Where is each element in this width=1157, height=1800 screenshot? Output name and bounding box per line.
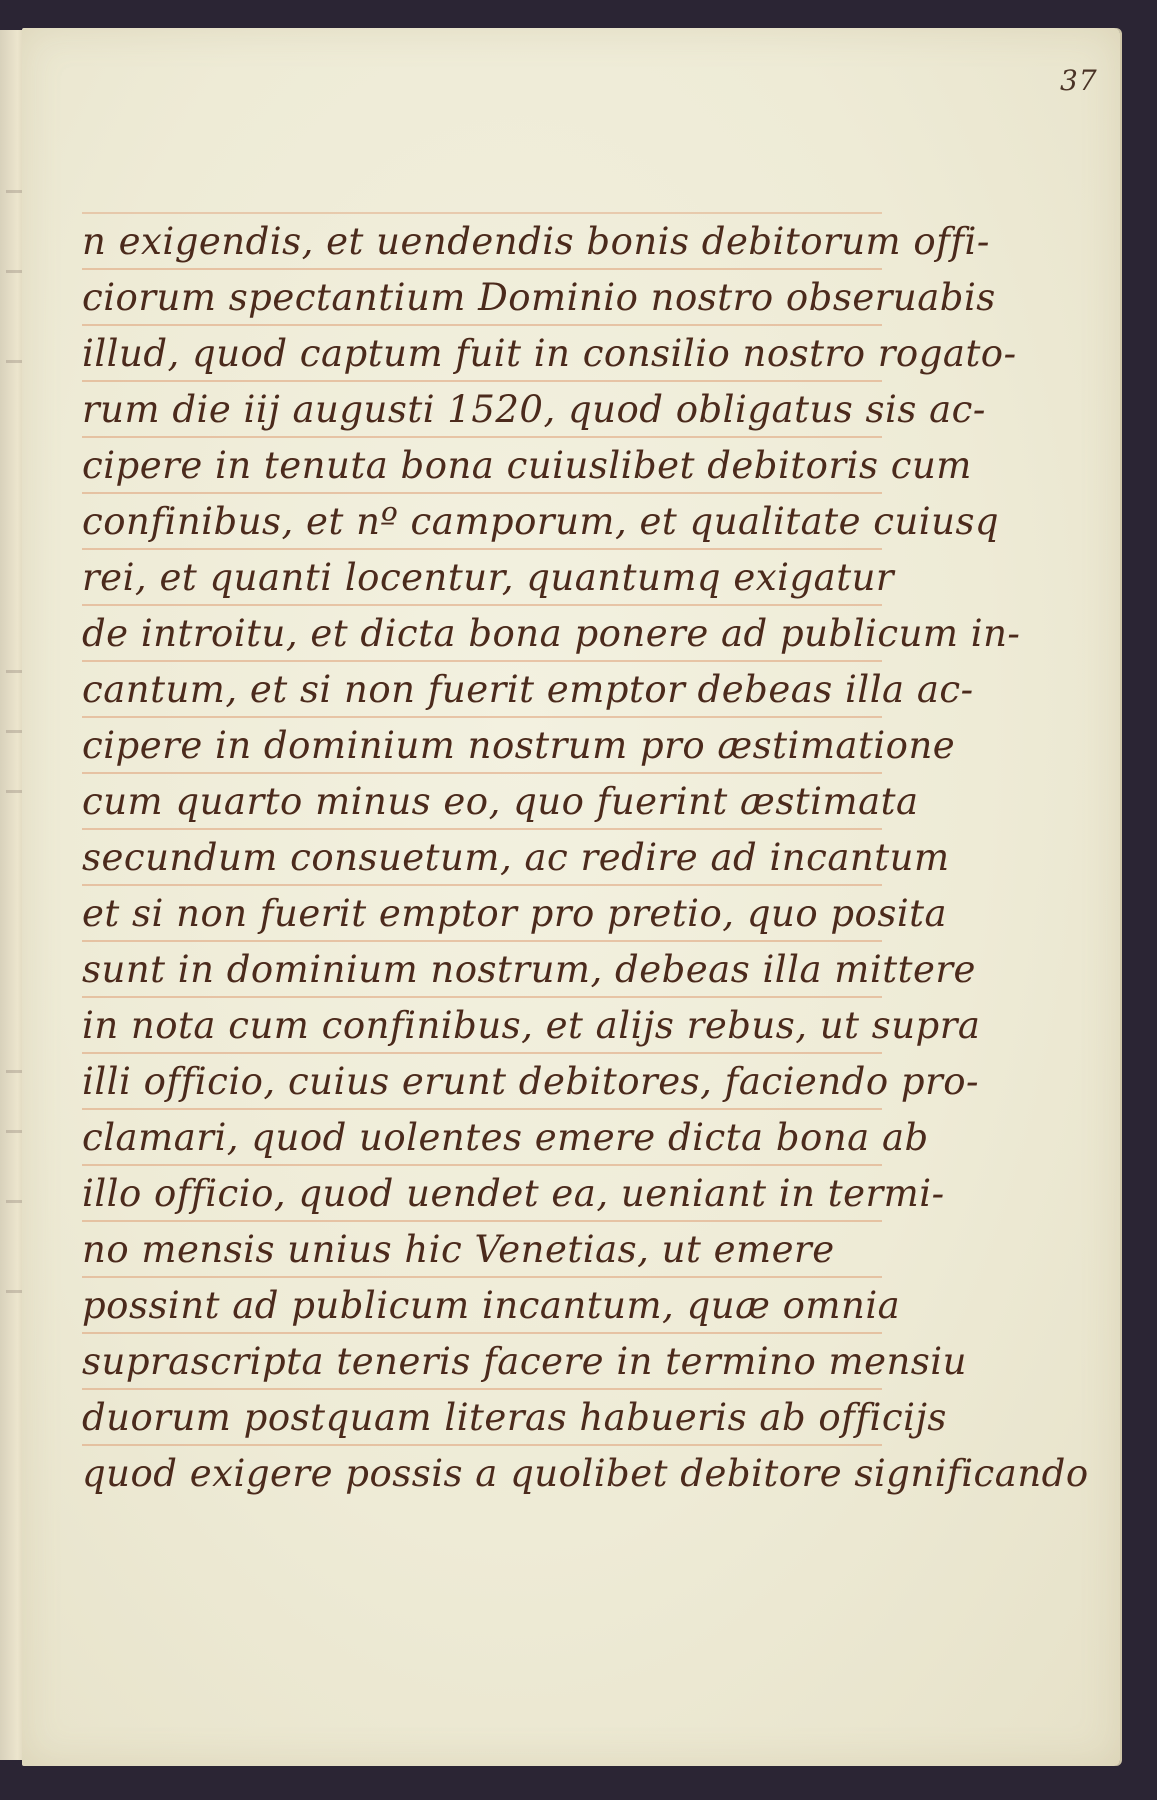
text-line xyxy=(82,942,976,998)
text-line-content: et si non fuerit emptor pro pretio, quo posita xyxy=(82,892,948,935)
text-line xyxy=(82,382,986,438)
text-line xyxy=(82,494,1000,550)
text-line xyxy=(82,1446,1089,1502)
text-line-content: secundum consuetum, ac redire ad incantum xyxy=(82,836,950,879)
text-line-content: illi officio, cuius erunt debitores, faciendo pro- xyxy=(82,1060,980,1103)
text-line xyxy=(82,550,895,606)
text-line-content: rei, et quanti locentur, quantumq exigatur xyxy=(82,556,895,599)
text-line-content: cum quarto minus eo, quo fuerint æstimata xyxy=(82,780,919,823)
text-line-content: quod exigere possis a quolibet debitore significando xyxy=(82,1452,1089,1495)
text-line-content: n exigendis, et uendendis bonis debitorum offi- xyxy=(82,220,990,263)
text-line xyxy=(82,1222,882,1278)
text-line-content: possint ad publicum incantum, quæ omnia xyxy=(82,1284,901,1327)
text-line xyxy=(82,1110,929,1166)
text-line-content: duorum postquam literas habueris ab officijs xyxy=(82,1396,947,1439)
text-line-content: rum die iij augusti 1520, quod obligatus sis ac- xyxy=(82,388,986,431)
text-line xyxy=(82,438,972,494)
text-line-content: illo officio, quod uendet ea, ueniant in termi- xyxy=(82,1172,945,1215)
text-line xyxy=(82,830,950,886)
text-line-content: cantum, et si non fuerit emptor debeas illa ac- xyxy=(82,668,974,711)
text-line xyxy=(82,998,981,1054)
text-line-content: cipere in dominium nostrum pro æstimatione xyxy=(82,724,956,767)
text-line xyxy=(82,1054,980,1110)
text-line xyxy=(82,886,948,942)
text-line xyxy=(82,1278,901,1334)
text-line xyxy=(82,1166,945,1222)
text-line xyxy=(82,774,919,830)
text-line-content: ciorum spectantium Dominio nostro obseruabis xyxy=(82,276,996,319)
text-line xyxy=(82,270,996,326)
text-line xyxy=(82,326,1017,382)
text-line xyxy=(82,214,990,270)
text-line xyxy=(82,606,1021,662)
text-line xyxy=(82,662,974,718)
text-line xyxy=(82,1334,967,1390)
text-line-content: sunt in dominium nostrum, debeas illa mittere xyxy=(82,948,976,991)
text-line-content: in nota cum confinibus, et alijs rebus, ut supra xyxy=(82,1004,981,1047)
text-line-content: no mensis unius hic Venetias, ut emere xyxy=(82,1228,835,1271)
text-line-content: de introitu, et dicta bona ponere ad publicum in- xyxy=(82,612,1021,655)
text-line xyxy=(82,718,956,774)
manuscript-text-block xyxy=(82,212,1089,1502)
text-line-content: cipere in tenuta bona cuiuslibet debitoris cum xyxy=(82,444,972,487)
text-line-content: suprascripta teneris facere in termino mensiu xyxy=(82,1340,967,1383)
text-line xyxy=(82,1390,947,1446)
text-line-content: clamari, quod uolentes emere dicta bona ab xyxy=(82,1116,929,1159)
text-line-content: illud, quod captum fuit in consilio nostro rogato- xyxy=(82,332,1017,375)
folio-number: 37 xyxy=(1060,64,1098,97)
text-line-content: confinibus, et nº camporum, et qualitate cuiusq xyxy=(82,500,1000,543)
